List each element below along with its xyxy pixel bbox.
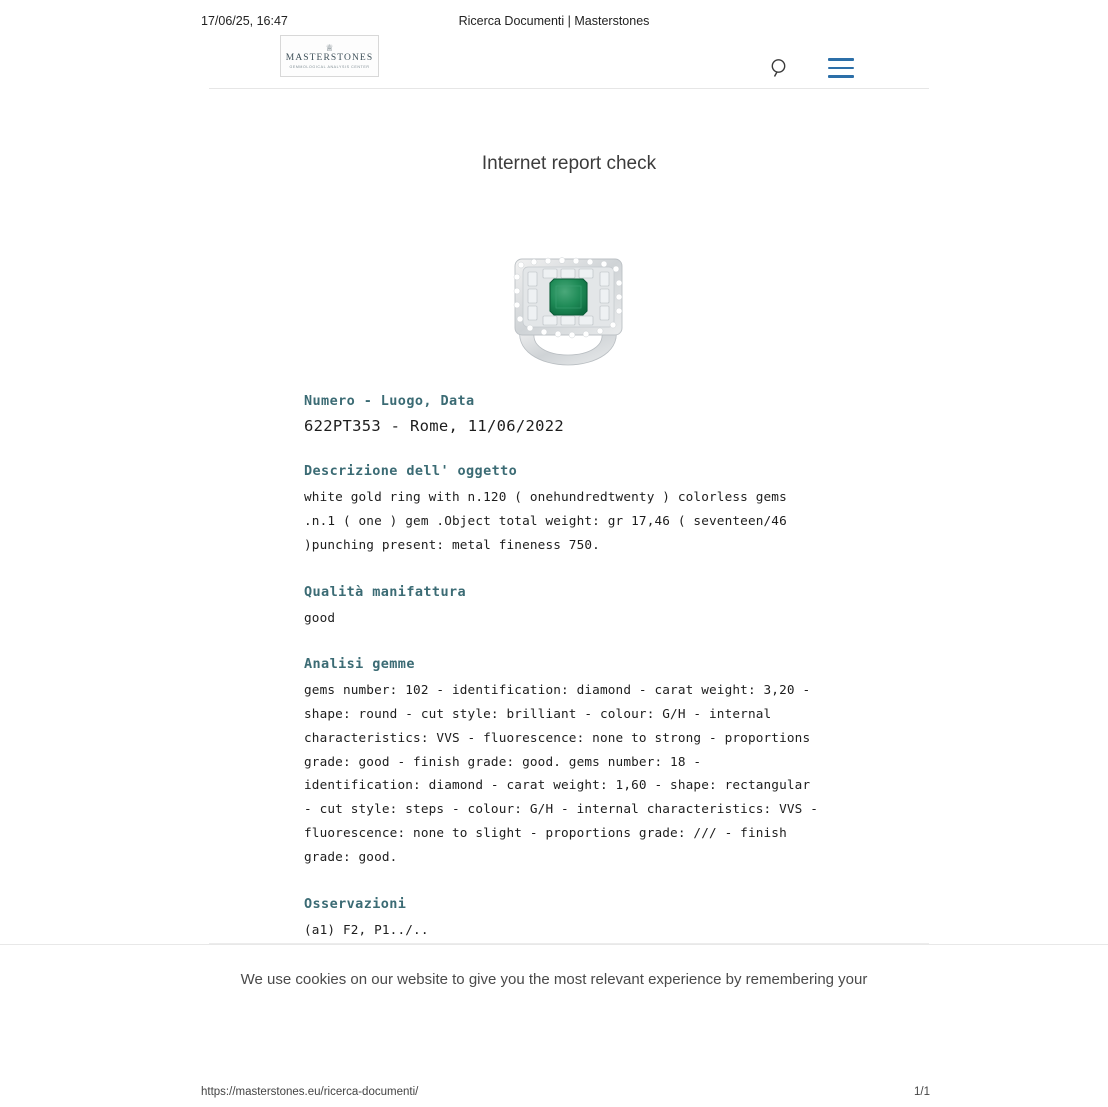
print-page-number: 1/1 — [914, 1086, 930, 1098]
site-logo[interactable] — [280, 35, 379, 77]
logo-subtitle: GEMMOLOGICAL ANALYSIS CENTER — [289, 64, 370, 69]
document-page — [209, 0, 929, 1107]
hamburger-menu-icon[interactable] — [828, 58, 854, 78]
section-heading: Descrizione dell' oggetto — [304, 463, 518, 479]
search-icon[interactable] — [768, 56, 792, 80]
print-document-title: Ricerca Documenti | Masterstones — [458, 14, 650, 28]
section-qualita-manifattura — [304, 584, 864, 630]
section-descrizione-oggetto — [304, 463, 864, 556]
menu-bar-2 — [828, 67, 854, 70]
section-heading: Analisi gemme — [304, 656, 415, 673]
page-title: Internet report check — [481, 152, 657, 174]
cookie-message: We use cookies on our website to give you the most relevant experience by remembering your — [240, 971, 868, 988]
section-heading: Numero - Luogo, Data — [304, 393, 475, 409]
print-timestamp: 17/06/25, 16:47 — [201, 14, 288, 28]
observations: (a1) F2, P1../.. — [304, 921, 429, 937]
crown-icon: ♕ — [325, 42, 334, 53]
manufacture-quality: good — [304, 610, 336, 626]
menu-bar-3 — [828, 75, 854, 78]
section-numero-luogo-data — [304, 393, 864, 437]
section-analisi-gemme — [304, 656, 864, 868]
ring-image — [501, 247, 636, 367]
section-heading: Qualità manifattura — [304, 584, 467, 601]
section-osservazioni — [304, 896, 864, 942]
site-header — [209, 22, 929, 89]
logo-name: MASTERSTONES — [285, 52, 374, 63]
cookie-banner — [0, 944, 1108, 1035]
report-number-place-date: 622PT353 - Rome, 11/06/2022 — [304, 417, 565, 435]
gem-analysis: gems number: 102 - identification: diamond - carat weight: 3,20 - shape: round - cut style: brilliant - colour: G/H - internal characteristics: VVS - fluorescence: none to strong - proportions grade: good - finish grade: good. gems number: 18 - identification: diamond - carat weight: 1,60 - shape: rectangular - cut style: steps - colour: G/H - internal characteristics: VVS - fluorescence: none to slight - proportions grade: /// - finish grade: good. — [304, 682, 819, 864]
section-heading: Osservazioni — [304, 895, 407, 912]
print-url: https://masterstones.eu/ricerca-documenti/ — [201, 1086, 419, 1098]
print-footer — [0, 1086, 1108, 1104]
object-description: white gold ring with n.120 ( onehundredtwenty ) colorless gems .n.1 ( one ) gem .Object total weight: gr 17,46 ( seventeen/46 )punching present: metal fineness 750. — [304, 489, 787, 552]
menu-bar-1 — [828, 58, 854, 61]
report-body — [304, 393, 864, 959]
